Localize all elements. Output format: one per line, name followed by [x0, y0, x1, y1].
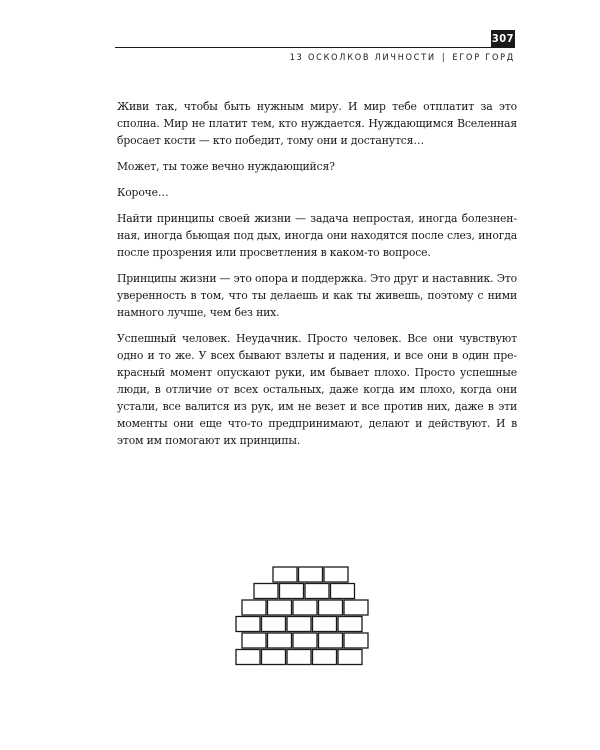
brick	[268, 633, 292, 648]
brick	[344, 633, 368, 648]
running-header	[290, 53, 515, 63]
brick	[236, 617, 260, 632]
brick	[324, 567, 348, 582]
brick	[287, 650, 311, 665]
body-text	[117, 98, 517, 458]
brick	[319, 600, 343, 615]
paragraph: Принципы жизни — это опора и поддержка. Это друг и наставник. Это уверенность в том, что ты делаешь и как ты живешь, поэтому с ними намного лучше, чем без них.	[117, 272, 517, 319]
brick	[319, 633, 343, 648]
brick-wall-illustration	[235, 563, 369, 673]
brick	[344, 600, 368, 615]
paragraph: Может, ты тоже вечно нуждающийся?	[117, 160, 335, 173]
brick	[293, 633, 317, 648]
paragraph: Успешный человек. Неудачник. Просто человек. Все они чувствуют одно и то же. У всех бывают взлеты и падения, и все они в один прекрасный момент опускают руки, им бывает плохо. Просто успешные люди, в отличие от всех остальных, даже когда им плохо, когда они устали, все валится из рук, им не везет и все против них, даже в эти моменты они еще что-то предпринимают, делают и действуют. И в этом им помогают их принципы.	[117, 332, 517, 447]
brick	[313, 650, 337, 665]
brick	[236, 650, 260, 665]
header-rule	[115, 47, 515, 48]
bricks-group	[236, 567, 368, 665]
brick	[305, 584, 329, 599]
paragraph: Короче…	[117, 186, 169, 199]
brick	[280, 584, 304, 599]
brick	[262, 617, 286, 632]
author-name: ЕГОР ГОРД	[452, 53, 515, 63]
brick	[273, 567, 297, 582]
brick	[299, 567, 323, 582]
brick	[313, 617, 337, 632]
brick	[242, 600, 266, 615]
brick	[331, 584, 355, 599]
page-number: 307	[491, 30, 515, 48]
brick	[338, 650, 362, 665]
book-title: 13 ОСКОЛКОВ ЛИЧНОСТИ	[289, 53, 436, 63]
header-separator: |	[441, 53, 447, 63]
paragraph: Найти принципы своей жизни — задача непростая, иногда болезненная, иногда бьющая под дых, иногда они находятся после слез, иногда после прозрения или просветления в каком-то вопросе.	[117, 212, 517, 259]
paragraph: Живи так, чтобы быть нужным миру. И мир тебе отплатит за это сполна. Мир не платит тем, кто нуждается. Нуждающимся Вселенная бросает кости — кто победит, тому они и достанутся…	[117, 100, 517, 147]
brick	[262, 650, 286, 665]
brick	[242, 633, 266, 648]
brick	[268, 600, 292, 615]
brick	[338, 617, 362, 632]
brick	[287, 617, 311, 632]
brick	[254, 584, 278, 599]
brick	[293, 600, 317, 615]
